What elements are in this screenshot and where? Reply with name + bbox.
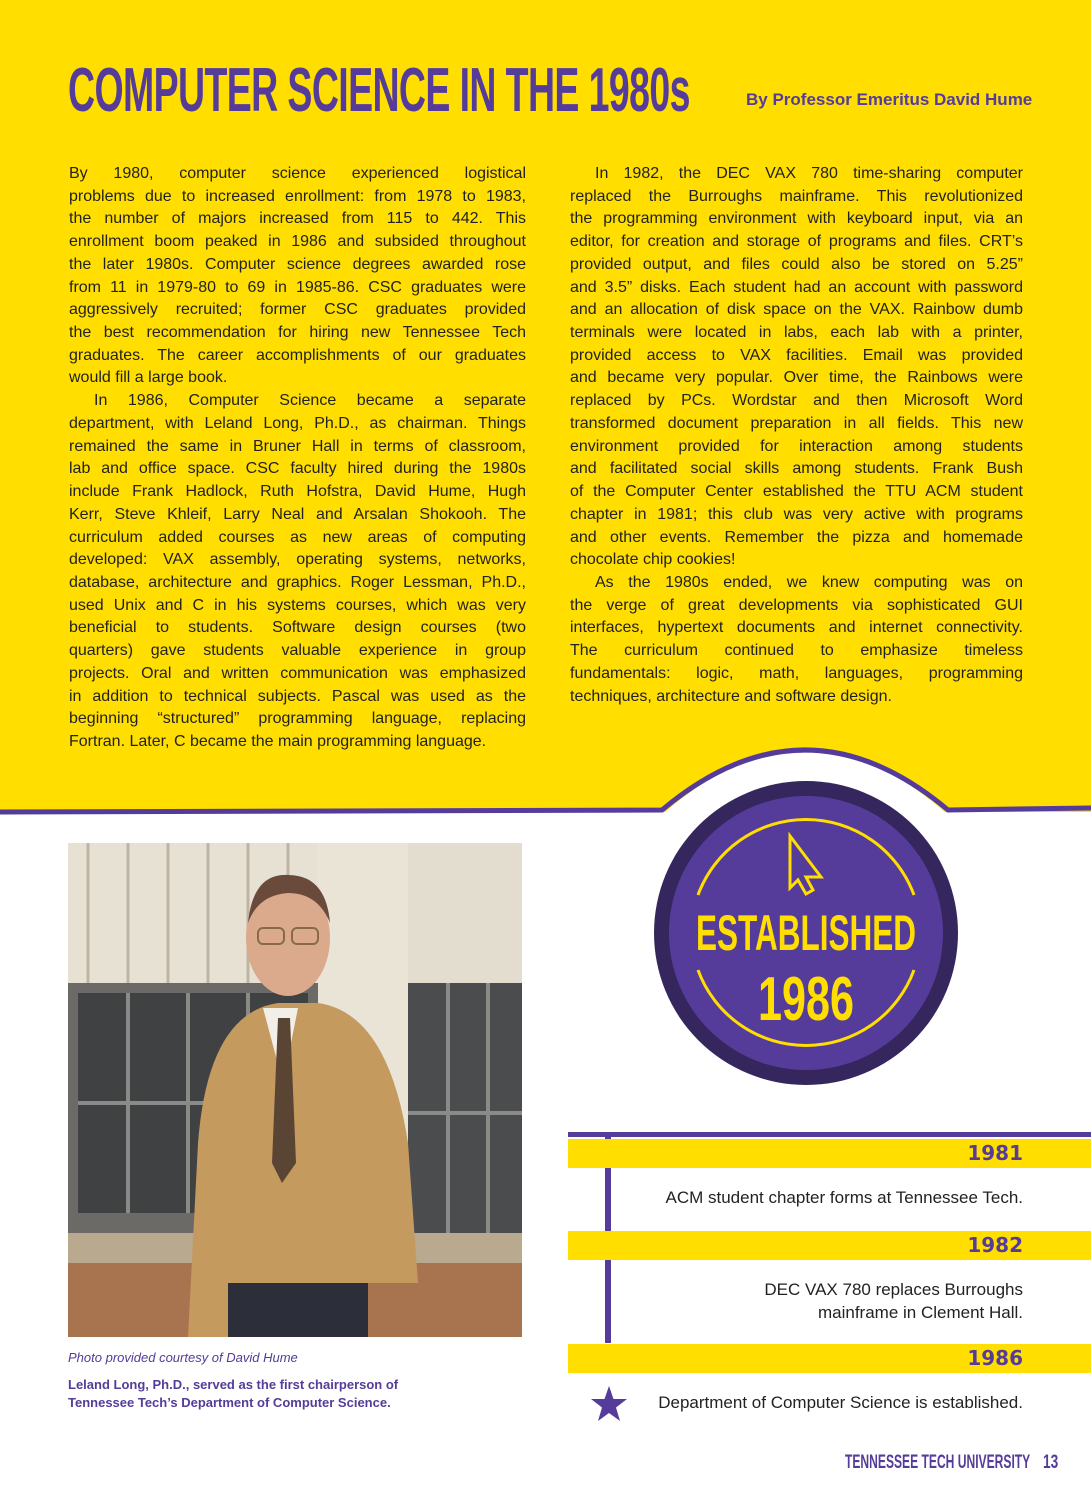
article-line: projects. Oral and written communication was emphasized [69, 664, 526, 682]
badge-line2: 1986 [758, 965, 854, 1034]
article-line: Kerr, Steve Khleif, Larry Neal and Arsalan Shokooh. The [69, 505, 526, 523]
photo-credit: Photo provided courtesy of David Hume [68, 1350, 298, 1365]
timeline-event-line: DEC VAX 780 replaces Burroughs [764, 1280, 1023, 1299]
article-line: and 3.5” disks. Each student had an account with password [570, 278, 1023, 296]
timeline-event-line: ACM student chapter forms at Tennessee Tech. [665, 1188, 1023, 1207]
article-line: the number of majors increased from 115 to 442. This [69, 210, 526, 228]
article-line: and became very popular. Over time, the Rainbows were [570, 369, 1023, 387]
page-number: 13 [1043, 1452, 1059, 1473]
article-line: chapter in 1981; this club was very active with programs [570, 505, 1023, 523]
article-line: and other events. Remember the pizza and homemade [570, 528, 1023, 546]
article-line: and an allocation of disk space on the VAX. Rainbow dumb [570, 301, 1023, 319]
article-line: editor, for creation and storage of programs and files. CRT’s [570, 233, 1023, 251]
article-line: provided access to VAX facilities. Email was provided [570, 346, 1023, 364]
timeline-event [658, 1391, 1023, 1414]
article-line: fundamentals: logic, math, languages, programming [570, 664, 1023, 682]
article-line: As the 1980s ended, we knew computing was on [595, 573, 1023, 591]
timeline-event-line: mainframe in Clement Hall. [817, 1303, 1023, 1322]
article-left-column [69, 163, 526, 754]
timeline-event [665, 1186, 1023, 1209]
article-line: chocolate chip cookies! [570, 551, 736, 569]
article-line: from 11 in 1979-80 to 69 in 1985-86. CSC graduates were [69, 278, 526, 296]
established-1986-badge [653, 780, 961, 1088]
photo-caption: Leland Long, Ph.D., served as the first chairperson of Tennessee Tech’s Department of Computer Science. [68, 1377, 399, 1410]
article-line: database, architecture and graphics. Roger Lessman, Ph.D., [69, 573, 526, 591]
article-line: the best recommendation for hiring new Tennessee Tech [69, 324, 526, 342]
article-line: interfaces, hypertext documents and internet connectivity. [570, 619, 1023, 637]
article-line: the later 1980s. Computer science degrees awarded rose [69, 255, 526, 273]
article-line: terminals were located in labs, each lab with a printer, [570, 324, 1023, 342]
article-line: enrollment boom peaked in 1986 and subsided throughout [69, 233, 526, 251]
article-line: In 1986, Computer Science became a separate [94, 392, 526, 410]
article-line: problems due to increased enrollment: from 1978 to 1983, [69, 187, 526, 205]
article-line: used Unix and C in his systems courses, which was very [69, 596, 526, 614]
article-line: the programming environment with keyboard input, via an [570, 210, 1023, 228]
badge-line1: ESTABLISHED [696, 905, 916, 961]
article-line: techniques, architecture and software design. [570, 687, 892, 705]
star-icon [590, 1385, 628, 1423]
article-line: developed: VAX assembly, operating systems, networks, [69, 551, 526, 569]
timeline-year: 1982 [967, 1233, 1023, 1257]
article-line: of the Computer Center established the TTU ACM student [570, 483, 1023, 501]
photo-leland-long [68, 843, 522, 1337]
article-line: provided output, and files could also be stored on 5.25” [570, 255, 1023, 273]
article-line: graduates. The career accomplishments of our graduates [69, 346, 526, 364]
article-line: replaced by PCs. Wordstar and then Microsoft Word [570, 392, 1023, 410]
page-title: COMPUTER SCIENCE IN THE 1980s [68, 56, 690, 125]
timeline-year-band [568, 1344, 1091, 1373]
article-line: the verge of great developments via sophisticated GUI [570, 596, 1023, 614]
article-line: curriculum added courses as new areas of computing [69, 528, 526, 546]
timeline-year: 1981 [967, 1141, 1023, 1165]
article-line: in addition to technical subjects. Pascal was used as the [69, 687, 526, 705]
article-line: remained the same in Bruner Hall in terms of classroom, [69, 437, 526, 455]
article-line: replaced the Burroughs mainframe. This revolutionized [570, 187, 1023, 205]
article-line: transformed document preparation in all fields. This new [570, 414, 1023, 432]
article-line: In 1982, the DEC VAX 780 time-sharing computer [595, 165, 1023, 182]
article-line: By 1980, computer science experienced logistical [69, 165, 526, 182]
timeline-year-band [568, 1231, 1091, 1260]
article-line: The curriculum continued to emphasize timeless [570, 642, 1023, 660]
timeline-event-line: Department of Computer Science is established. [658, 1393, 1023, 1412]
article-line: environment provided for interaction among students [570, 437, 1023, 455]
timeline-top-rule [568, 1132, 1091, 1137]
timeline-event [764, 1278, 1023, 1324]
article-line: beginning “structured” programming language, replacing [69, 710, 526, 728]
timeline-year: 1986 [967, 1346, 1023, 1370]
article-line: beneficial to students. Software design courses (two [69, 619, 526, 637]
article-line: and facilitated social skills among students. Frank Bush [570, 460, 1023, 478]
footer-university: TENNESSEE TECH UNIVERSITY [845, 1452, 1031, 1473]
article-line: lab and office space. CSC faculty hired during the 1980s [69, 460, 526, 478]
article-line: quarters) gave students valuable experience in group [69, 642, 526, 660]
article-line: Fortran. Later, C became the main programming language. [69, 732, 487, 750]
article-line: would fill a large book. [69, 369, 228, 387]
byline: By Professor Emeritus David Hume [746, 90, 1033, 109]
article-line: department, with Leland Long, Ph.D., as chairman. Things [69, 414, 526, 432]
article-line: include Frank Hadlock, Ruth Hofstra, David Hume, Hugh [69, 483, 526, 501]
article-line: aggressively recruited; former CSC graduates provided [69, 301, 526, 319]
timeline-year-band [568, 1139, 1091, 1168]
article-right-column [570, 163, 1023, 708]
